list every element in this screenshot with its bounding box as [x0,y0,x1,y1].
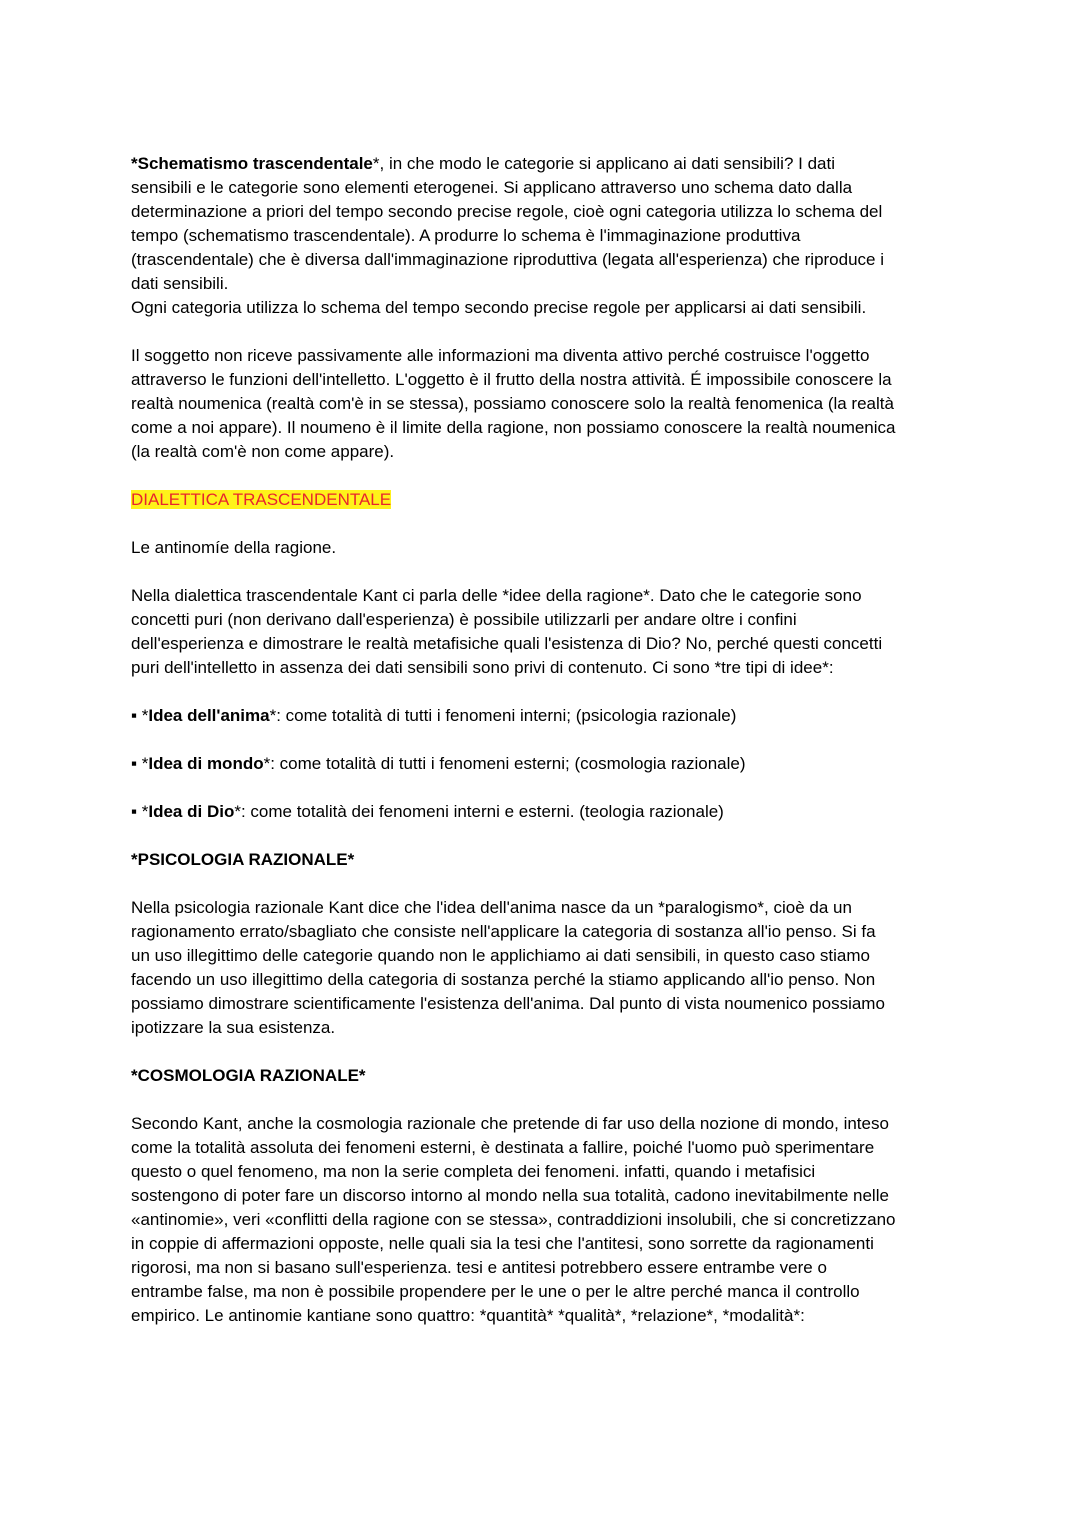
bullet-marker: ▪ * [131,802,149,821]
spacer [131,1040,951,1064]
idea-term: Idea di mondo [148,754,264,773]
spacer [131,872,951,896]
paragraph-line: come a noi appare). Il noumeno è il limite della ragione, non possiamo conoscere la realtà noumenica [131,418,896,437]
paragraph-line: ragionamento errato/sbagliato che consiste nell'applicare la categoria di sostanza all'io penso. Si fa [131,922,876,941]
document-page [131,152,951,1328]
paragraph-line: ipotizzare la sua esistenza. [131,1018,336,1037]
section-heading-psicologia: *PSICOLOGIA RAZIONALE* [131,850,355,869]
paragraph-line: empirico. Le antinomie kantiane sono quattro: *quantità* *qualità*, *relazione*, *modalità*: [131,1306,805,1325]
paragraph-line: questo o quel fenomeno, ma non la serie completa dei fenomeni. infatti, quando i metafisici [131,1162,816,1181]
idea-list-item [131,800,951,824]
spacer [131,512,951,536]
spacer [131,776,951,800]
dialettica-paragraph [131,584,951,680]
spacer [131,320,951,344]
paragraph-line: entrambe false, ma non è possibile propendere per le une o per le altre perché manca il controllo [131,1282,860,1301]
paragraph-line: in coppie di affermazioni opposte, nelle quali sia la tesi che l'antitesi, sono sorrette da ragionamenti [131,1234,874,1253]
paragraph-line: Nella dialettica trascendentale Kant ci parla delle *idee della ragione*. Dato che le categorie sono [131,586,862,605]
schematismo-line-1 [131,152,951,176]
paragraph-line: Ogni categoria utilizza lo schema del tempo secondo precise regole per applicarsi ai dati sensibili. [131,298,867,317]
spacer [131,1088,951,1112]
schematismo-paragraph [131,152,951,320]
cosmologia-paragraph [131,1112,951,1328]
dialettica-subtitle: Le antinomíe della ragione. [131,538,337,557]
paragraph-line: come la totalità assoluta dei fenomeni esterni, è destinata a fallire, poiché l'uomo può sperimentare [131,1138,875,1157]
paragraph-line: determinazione a priori del tempo secondo precise regole, cioè ogni categoria utilizza lo schema del [131,202,883,221]
schematismo-term: *Schematismo trascendentale [131,154,373,173]
paragraph-line: un uso illegittimo delle categorie quando non le applichiamo ai dati sensibili, in questo caso stiamo [131,946,871,965]
paragraph-line: sostengono di poter fare un discorso intorno al mondo nella sua totalità, cadono inevitabilmente nelle [131,1186,889,1205]
paragraph-line: concetti puri (non derivano dall'esperienza) è possibile utilizzarli per andare oltre i confini [131,610,797,629]
idea-list-item [131,752,951,776]
psicologia-paragraph [131,896,951,1040]
bullet-marker: ▪ * [131,706,149,725]
idea-description: *: come totalità dei fenomeni interni e esterni. (teologia razionale) [234,802,724,821]
idea-description: *: come totalità di tutti i fenomeni esterni; (cosmologia razionale) [263,754,746,773]
paragraph-line: «antinomie», veri «conflitti della ragione con se stessa», contraddizioni insolubili, che si concretizzano [131,1210,896,1229]
spacer [131,680,951,704]
paragraph-line: facendo un uso illegittimo della categoria di sostanza perché la stiamo applicando all'io penso. Non [131,970,876,989]
idea-term: Idea di Dio [148,802,235,821]
paragraph-line: dati sensibili. [131,274,229,293]
highlighted-heading: DIALETTICA TRASCENDENTALE [131,490,392,509]
paragraph-line: (trascendentale) che è diversa dall'immaginazione riproduttiva (legata all'esperienza) che riproduce i [131,250,884,269]
spacer [131,824,951,848]
paragraph-line: tempo (schematismo trascendentale). A produrre lo schema è l'immaginazione produttiva [131,226,801,245]
idea-list-item [131,704,951,728]
idea-description: *: come totalità di tutti i fenomeni interni; (psicologia razionale) [269,706,737,725]
section-heading-dialettica [131,488,951,512]
paragraph-line: rigorosi, ma non si basano sull'esperienza. tesi e antitesi potrebbero essere entrambe vere o [131,1258,827,1277]
schematismo-lead-text: *, in che modo le categorie si applicano ai dati sensibili? I dati [372,154,835,173]
paragraph-line: attraverso le funzioni dell'intelletto. L'oggetto è il frutto della nostra attività. É impossibile conoscere la [131,370,892,389]
paragraph-line: (la realtà com'è non come appare). [131,442,395,461]
soggetto-paragraph [131,344,951,464]
spacer [131,560,951,584]
paragraph-line: puri dell'intelletto in assenza dei dati sensibili sono privi di contenuto. Ci sono *tre tipi di idee*: [131,658,834,677]
spacer [131,464,951,488]
paragraph-line: dell'esperienza e dimostrare le realtà metafisiche quali l'esistenza di Dio? No, perché questi concetti [131,634,883,653]
paragraph-line: Nella psicologia razionale Kant dice che l'idea dell'anima nasce da un *paralogismo*, cioè da un [131,898,852,917]
paragraph-line: sensibili e le categorie sono elementi eterogenei. Si applicano attraverso uno schema dato dalla [131,178,853,197]
paragraph-line: Il soggetto non riceve passivamente alle informazioni ma diventa attivo perché costruisce l'oggetto [131,346,870,365]
paragraph-line: Secondo Kant, anche la cosmologia razionale che pretende di far uso della nozione di mondo, inteso [131,1114,889,1133]
section-heading-cosmologia: *COSMOLOGIA RAZIONALE* [131,1066,366,1085]
idea-term: Idea dell'anima [148,706,270,725]
bullet-marker: ▪ * [131,754,149,773]
paragraph-line: realtà noumenica (realtà com'è in se stessa), possiamo conoscere solo la realtà fenomenica (la realtà [131,394,894,413]
paragraph-line: possiamo dimostrare scientificamente l'esistenza dell'anima. Dal punto di vista noumenico possiamo [131,994,885,1013]
spacer [131,728,951,752]
